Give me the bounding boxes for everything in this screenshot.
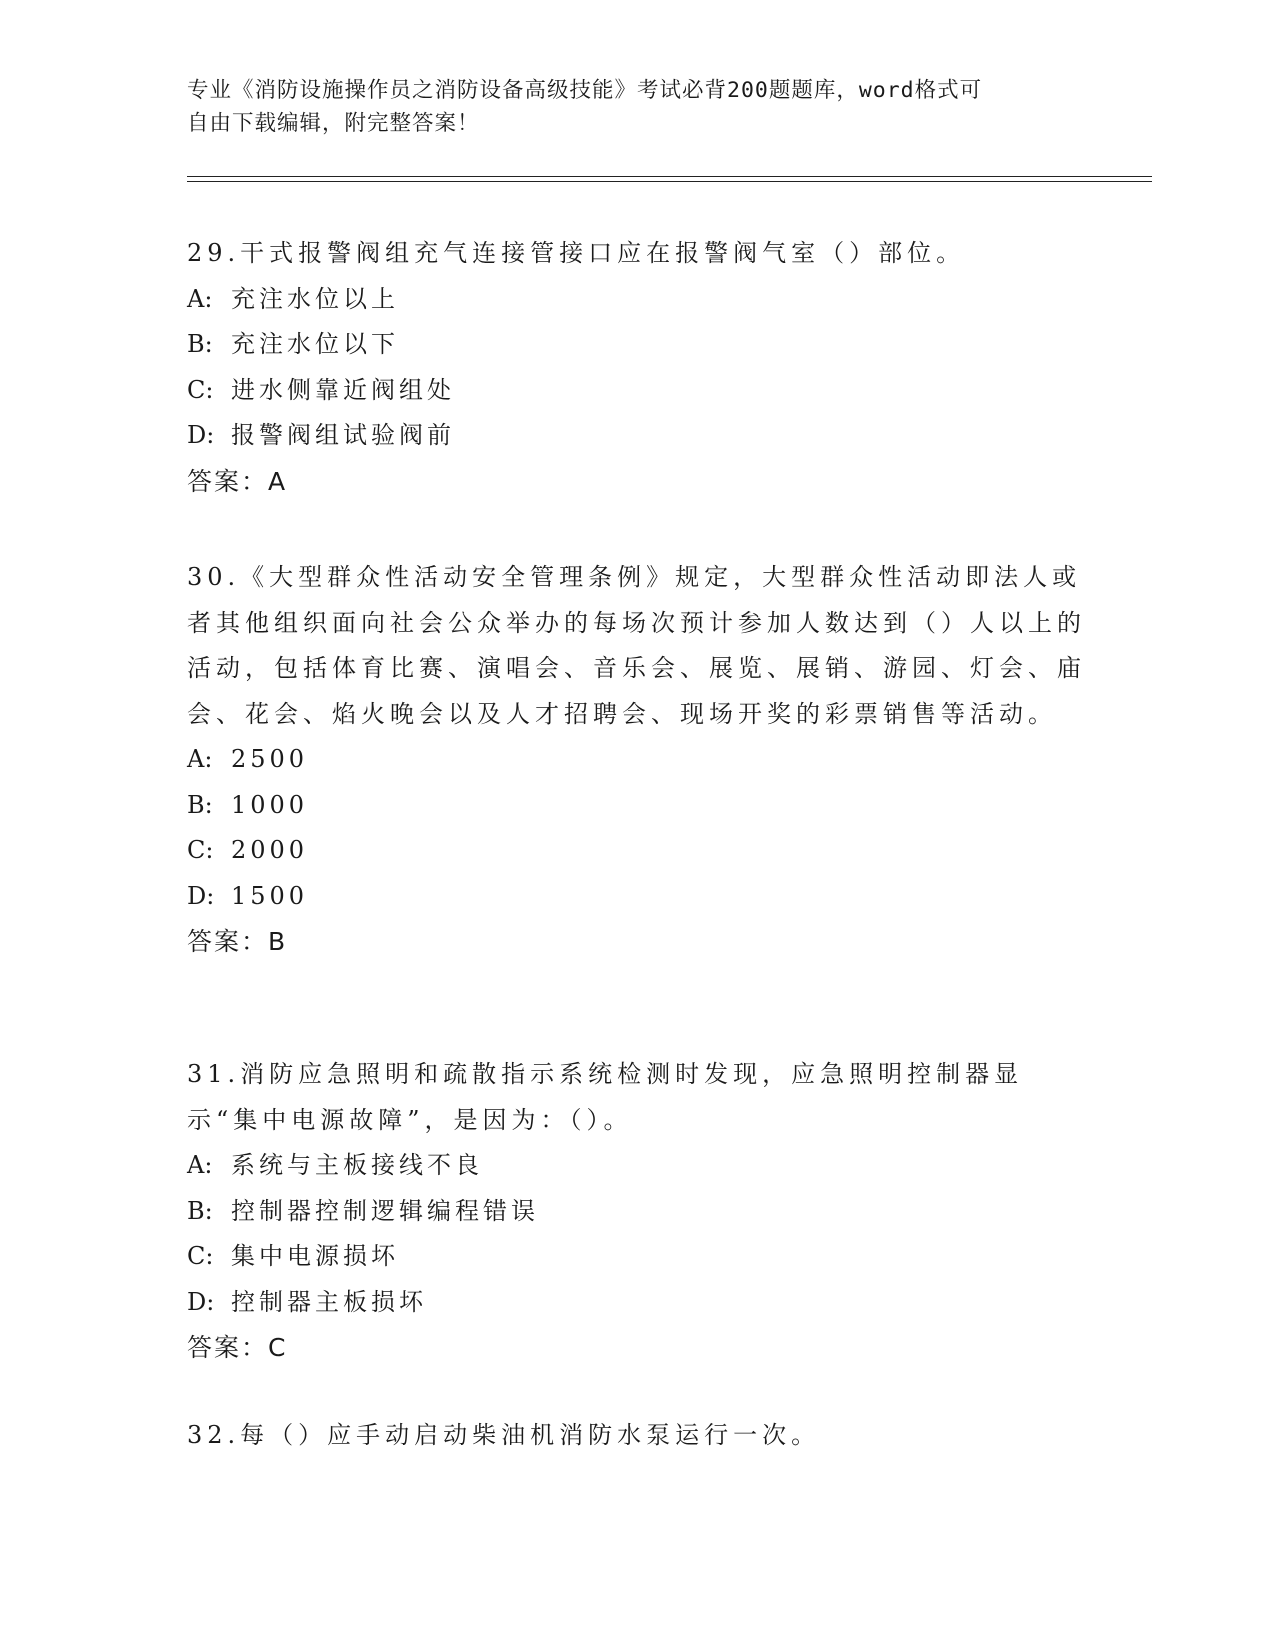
option-text: 控制器主板损坏 (231, 1287, 427, 1316)
option-text: 充注水位以上 (231, 284, 399, 313)
header-line-2: 自由下载编辑，附完整答案！ (187, 111, 480, 136)
option-letter: A: (187, 284, 213, 313)
answer-label: 答案： (187, 466, 269, 496)
option-d (187, 874, 1087, 920)
header-divider-top (187, 176, 1152, 177)
option-a (187, 737, 1087, 783)
answer-value: C (268, 1333, 288, 1362)
question-text: 32.每（）应手动启动柴油机消防水泵运行一次。 (187, 1421, 821, 1449)
option-letter: D: (187, 1287, 215, 1316)
option-d (187, 413, 1087, 459)
option-text: 控制器控制逻辑编程错误 (231, 1196, 539, 1225)
question-text: 30.《大型群众性活动安全管理条例》规定，大型群众性活动即法人或者其他组织面向社会公众举办的每场次预计参加人数达到（）人以上的活动，包括体育比赛、演唱会、音乐会、展览、展销、游园、灯会、庙会、花会、焰火晚会以及人才招聘会、现场开奖的彩票销售等活动。 (187, 563, 1086, 728)
document-header (187, 74, 1087, 140)
option-text: 2500 (231, 745, 309, 773)
question-text: 31.消防应急照明和疏散指示系统检测时发现，应急照明控制器显示“集中电源故障”，是因为：（）。 (187, 1060, 1024, 1134)
option-letter: C: (187, 375, 214, 404)
option-text: 进水侧靠近阀组处 (231, 375, 455, 404)
option-a (187, 1143, 1087, 1189)
header-line-1: 专业《消防设施操作员之消防设备高级技能》考试必背200题题库，word格式可 (187, 78, 983, 103)
option-letter: B: (187, 790, 213, 819)
option-b (187, 322, 1087, 368)
option-text: 充注水位以下 (231, 330, 399, 358)
question-32 (187, 1413, 1087, 1459)
option-text: 1500 (231, 881, 309, 910)
option-d (187, 1280, 1087, 1326)
answer-value: B (268, 927, 288, 956)
option-text: 2000 (231, 836, 309, 864)
option-letter: B: (187, 1196, 213, 1225)
answer-label: 答案： (187, 1333, 269, 1362)
option-c (187, 1234, 1087, 1280)
option-letter: C: (187, 836, 214, 864)
option-letter: A: (187, 1151, 213, 1179)
option-letter: D: (187, 421, 215, 449)
option-c (187, 368, 1087, 414)
option-text: 1000 (231, 790, 309, 819)
answer-line (187, 459, 1087, 505)
option-text: 系统与主板接线不良 (231, 1151, 483, 1179)
option-a (187, 277, 1087, 323)
header-divider-bottom (187, 181, 1152, 182)
answer-label: 答案： (187, 927, 269, 956)
option-c (187, 828, 1087, 874)
option-text: 报警阀组试验阀前 (231, 421, 455, 449)
option-letter: A: (187, 745, 213, 773)
option-text: 集中电源损坏 (231, 1242, 399, 1270)
option-b (187, 783, 1087, 829)
question-31 (187, 1052, 1087, 1371)
answer-value: A (268, 466, 288, 496)
question-text: 29.干式报警阀组充气连接管接口应在报警阀气室（）部位。 (187, 239, 966, 267)
option-letter: B: (187, 330, 213, 358)
option-letter: C: (187, 1242, 214, 1270)
answer-line (187, 1325, 1087, 1371)
question-30 (187, 555, 1087, 965)
option-letter: D: (187, 881, 215, 910)
question-29 (187, 231, 1087, 505)
answer-line (187, 919, 1087, 965)
option-b (187, 1189, 1087, 1235)
